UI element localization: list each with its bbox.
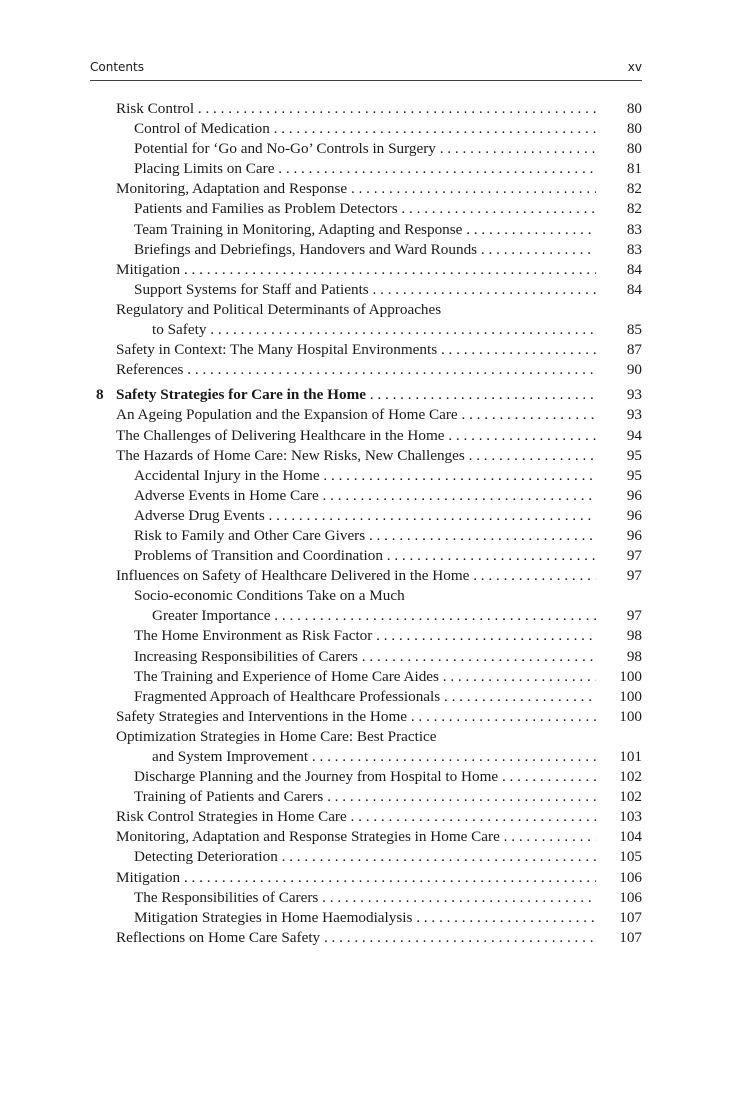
toc-page-number: 100 — [619, 707, 642, 725]
toc-page-number: 95 — [626, 466, 642, 484]
toc-entry-title[interactable]: Accidental Injury in the Home . . . — [134, 466, 596, 486]
toc-row[interactable] — [90, 586, 642, 626]
toc-row[interactable] — [90, 220, 642, 240]
toc-page-number: 100 — [619, 667, 642, 685]
toc-entry-title[interactable]: Reflections on Home Care Safety . . . — [116, 928, 596, 948]
header-rule — [90, 80, 642, 81]
toc-row[interactable] — [90, 199, 642, 219]
toc-row[interactable] — [90, 727, 642, 767]
toc-row[interactable] — [90, 240, 642, 260]
toc-page-number: 82 — [626, 200, 642, 218]
toc-row[interactable] — [90, 667, 642, 687]
toc-page-number: 104 — [619, 828, 642, 846]
toc-page-number: 83 — [626, 240, 642, 258]
toc-page-number: 97 — [626, 547, 642, 565]
toc-page-number: 105 — [619, 848, 642, 866]
toc-entry-title[interactable]: Fragmented Approach of Healthcare Professionals . . . — [134, 687, 596, 707]
toc-page-number: 94 — [626, 426, 642, 444]
running-head-title: Contents — [90, 60, 144, 74]
toc-entry-title[interactable]: Mitigation . . . — [116, 260, 596, 280]
toc-page-number: 107 — [619, 928, 642, 946]
toc-row[interactable] — [90, 99, 642, 119]
toc-row[interactable] — [90, 827, 642, 847]
toc-row[interactable] — [90, 566, 642, 586]
toc-page-number: 100 — [619, 687, 642, 705]
toc-entry-title[interactable]: Briefings and Debriefings, Handovers and Ward Rounds . . . — [134, 240, 596, 260]
toc-entry-title[interactable]: Placing Limits on Care . . . — [134, 159, 596, 179]
toc-row[interactable] — [90, 928, 642, 948]
running-head-page-number: xv — [627, 60, 642, 74]
toc-page-number: 107 — [619, 908, 642, 926]
toc-row[interactable] — [90, 626, 642, 646]
toc-page-number: 102 — [619, 788, 642, 806]
toc-row[interactable] — [90, 486, 642, 506]
toc-page-number: 80 — [626, 100, 642, 117]
toc-entry-title[interactable]: The Responsibilities of Carers . . . — [134, 888, 596, 908]
toc-page-number: 103 — [619, 808, 642, 826]
toc-entry-title-continued[interactable]: Greater Importance . . . — [152, 606, 596, 626]
toc-row[interactable] — [90, 426, 642, 446]
toc-page-number: 96 — [626, 506, 642, 524]
toc-entry-title[interactable]: Risk to Family and Other Care Givers . . . — [134, 526, 596, 546]
toc-page-number: 101 — [619, 748, 642, 765]
toc-row[interactable] — [90, 546, 642, 566]
toc-entry-title[interactable]: Support Systems for Staff and Patients . . . — [134, 280, 596, 300]
toc-entry-title[interactable]: Optimization Strategies in Home Care: Best Practice — [116, 727, 437, 745]
toc-row[interactable] — [90, 707, 642, 727]
toc-row[interactable] — [90, 340, 642, 360]
toc-page-number: 90 — [626, 361, 642, 379]
toc-entry-title-continued[interactable]: to Safety . . . — [152, 320, 596, 340]
toc-row[interactable] — [90, 687, 642, 707]
toc-page-number: 85 — [626, 321, 642, 339]
toc-entry-title[interactable]: Safety Strategies and Interventions in the Home . . . — [116, 707, 596, 727]
toc-entry-title[interactable]: An Ageing Population and the Expansion of Home Care . . . — [116, 405, 596, 425]
toc-row[interactable] — [90, 260, 642, 280]
toc-page-number: 80 — [626, 120, 642, 138]
toc-page-number: 82 — [626, 180, 642, 198]
toc-entry-title[interactable]: Risk Control Strategies in Home Care . . . — [116, 807, 596, 827]
toc-page-number: 80 — [626, 140, 642, 158]
toc-row[interactable] — [90, 300, 642, 340]
toc-row[interactable] — [90, 179, 642, 199]
toc-entry-title[interactable]: The Hazards of Home Care: New Risks, New Challenges . . . — [116, 446, 596, 466]
toc-page-number: 93 — [626, 386, 642, 404]
toc-row[interactable] — [90, 647, 642, 667]
toc-entry-title[interactable]: Control of Medication . . . — [134, 119, 596, 139]
toc-entry-title[interactable]: Influences on Safety of Healthcare Delivered in the Home . . . — [116, 566, 596, 586]
toc-entry-title[interactable]: Safety in Context: The Many Hospital Environments . . . — [116, 340, 596, 360]
toc-row[interactable] — [90, 868, 642, 888]
toc-row[interactable] — [90, 466, 642, 486]
chapter-title[interactable]: Safety Strategies for Care in the Home . . . — [116, 385, 596, 405]
toc-row[interactable] — [90, 787, 642, 807]
table-of-contents — [90, 99, 642, 948]
toc-row[interactable] — [90, 159, 642, 179]
toc-row[interactable] — [90, 767, 642, 787]
running-head — [90, 60, 642, 80]
toc-row[interactable] — [90, 119, 642, 139]
toc-page-number: 84 — [626, 280, 642, 298]
toc-entry-title[interactable]: References . . . — [116, 360, 596, 380]
toc-entry-title[interactable]: Discharge Planning and the Journey from Hospital to Home . . . — [134, 767, 596, 787]
toc-entry-title[interactable]: Increasing Responsibilities of Carers . . . — [134, 647, 596, 667]
toc-entry-title[interactable]: Problems of Transition and Coordination . . . — [134, 546, 596, 566]
toc-row[interactable] — [90, 446, 642, 466]
toc-row[interactable] — [90, 526, 642, 546]
toc-row[interactable] — [90, 280, 642, 300]
toc-page-number: 96 — [626, 526, 642, 544]
toc-entry-title[interactable]: The Home Environment as Risk Factor . . . — [134, 626, 596, 646]
toc-entry-title-continued[interactable]: and System Improvement . . . — [152, 747, 596, 767]
toc-row[interactable] — [90, 360, 642, 380]
chapter-number: 8 — [96, 386, 104, 404]
toc-entry-title[interactable]: Regulatory and Political Determinants of Approaches — [116, 300, 442, 318]
toc-page-number: 97 — [626, 607, 642, 625]
toc-row[interactable] — [90, 888, 642, 908]
toc-entry-title[interactable]: Potential for ‘Go and No-Go’ Controls in Surgery . . . — [134, 139, 596, 159]
toc-entry-title[interactable]: Adverse Drug Events . . . — [134, 506, 596, 526]
toc-page-number: 83 — [626, 220, 642, 238]
toc-entry-title[interactable]: Adverse Events in Home Care . . . — [134, 486, 596, 506]
toc-row[interactable] — [90, 506, 642, 526]
toc-page-number: 97 — [626, 567, 642, 585]
toc-entry-title[interactable]: Mitigation . . . — [116, 868, 596, 888]
toc-entry-title[interactable]: Mitigation Strategies in Home Haemodialysis . . . — [134, 908, 596, 928]
toc-page-number: 102 — [619, 768, 642, 786]
toc-entry-title[interactable]: The Challenges of Delivering Healthcare in the Home . . . — [116, 426, 596, 446]
toc-entry-title[interactable]: Monitoring, Adaptation and Response Strategies in Home Care . . . — [116, 827, 596, 847]
toc-entry-title[interactable]: Detecting Deterioration . . . — [134, 847, 596, 867]
toc-page-number: 87 — [626, 341, 642, 359]
toc-row[interactable] — [90, 847, 642, 867]
toc-page-number: 93 — [626, 406, 642, 424]
toc-page-number: 106 — [619, 888, 642, 906]
toc-page-number: 98 — [626, 647, 642, 665]
toc-row[interactable] — [90, 908, 642, 928]
toc-page-number: 95 — [626, 446, 642, 464]
toc-entry-title[interactable]: The Training and Experience of Home Care Aides . . . — [134, 667, 596, 687]
toc-row[interactable] — [90, 807, 642, 827]
toc-entry-title[interactable]: Patients and Families as Problem Detectors . . . — [134, 199, 596, 219]
toc-chapter-row[interactable] — [90, 385, 642, 405]
toc-entry-title[interactable]: Team Training in Monitoring, Adapting and Response . . . — [134, 220, 596, 240]
toc-page-number: 84 — [626, 260, 642, 278]
toc-entry-title[interactable]: Risk Control . . . — [116, 99, 596, 119]
toc-row[interactable] — [90, 139, 642, 159]
toc-entry-title[interactable]: Monitoring, Adaptation and Response . . . — [116, 179, 596, 199]
toc-entry-title[interactable]: Socio-economic Conditions Take on a Much — [134, 587, 405, 605]
toc-page-number: 98 — [626, 627, 642, 645]
toc-page-number: 96 — [626, 486, 642, 504]
toc-page-number: 81 — [626, 160, 642, 178]
toc-row[interactable] — [90, 405, 642, 425]
toc-page-number: 106 — [619, 868, 642, 886]
toc-entry-title[interactable]: Training of Patients and Carers . . . — [134, 787, 596, 807]
